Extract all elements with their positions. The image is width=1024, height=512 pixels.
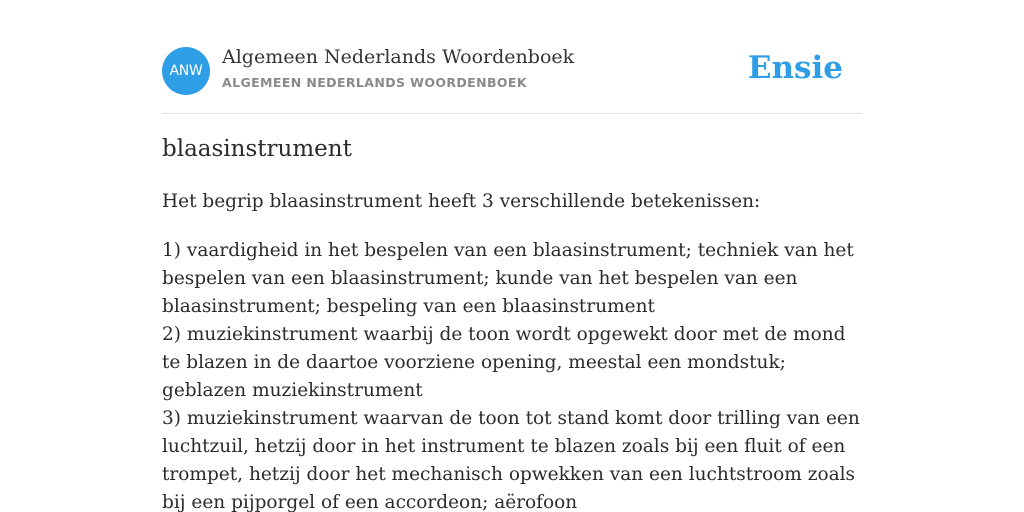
definition-item: 3) muziekinstrument waarvan de toon tot stand komt door trilling van een luchtzuil, hetzij door in het instrument te blazen zoals bij een fluit of een trompet, hetzij door het mechanisch opwekken van een luchtstroom zoals bij een pijporgel of een accordeon; aërofoon [162,408,860,512]
page-container [162,0,862,512]
ensie-brand-link[interactable]: Ensie [747,50,843,86]
definition-list [162,237,862,512]
definition-item: 1) vaardigheid in het bespelen van een blaasinstrument; techniek van het bespelen van een blaasinstrument; kunde van het bespelen van een blaasinstrument; bespeling van een blaasinstrument [162,240,854,317]
entry-headword: blaasinstrument [162,136,352,162]
anw-logo[interactable]: ANW [162,47,210,95]
site-subtitle: ALGEMEEN NEDERLANDS WOORDENBOEK [222,75,527,90]
site-header [162,0,862,114]
site-title[interactable]: Algemeen Nederlands Woordenboek [222,46,575,68]
entry-intro: Het begrip blaasinstrument heeft 3 verschillende betekenissen: [162,191,761,212]
definition-item: 2) muziekinstrument waarbij de toon wordt opgewekt door met de mond te blazen in de daartoe voorziene opening, meestal een mondstuk; geblazen muziekinstrument [162,324,846,401]
